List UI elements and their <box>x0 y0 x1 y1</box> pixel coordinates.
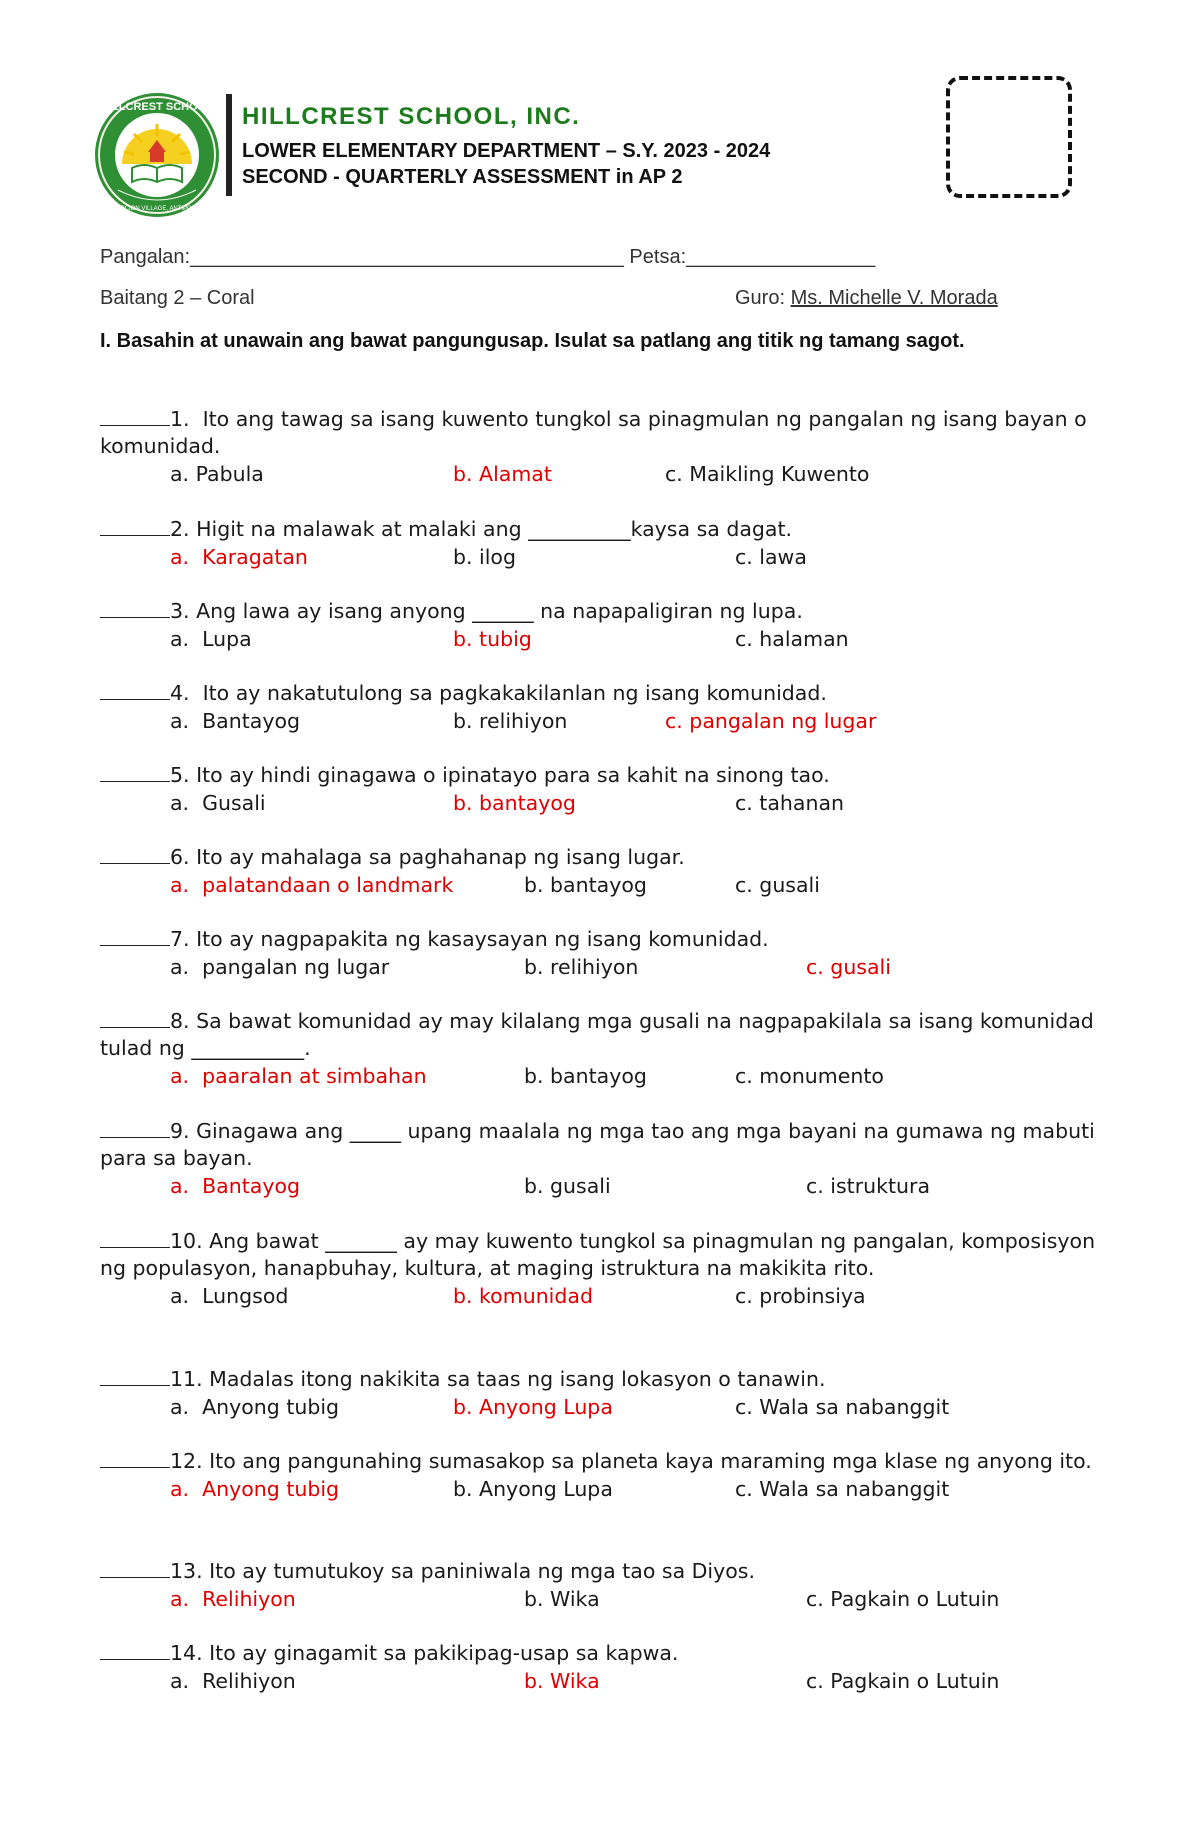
choice-b: b. Anyong Lupa <box>453 1395 613 1419</box>
question-text-block <box>100 926 1100 953</box>
question-number: 4. <box>170 681 190 705</box>
choice-a: a. pangalan ng lugar <box>170 955 390 979</box>
answer-blank[interactable] <box>100 1559 170 1578</box>
question-item <box>100 926 1100 981</box>
question-text: Ito ang tawag sa isang kuwento tungkol sa pinagmulan ng pangalan ng isang bayan o komunidad. <box>100 407 1094 458</box>
answer-blank[interactable] <box>100 599 170 618</box>
choice-c: c. Wala sa nabanggit <box>735 1477 950 1501</box>
question-text: Ito ay tumutukoy sa paniniwala ng mga tao sa Diyos. <box>202 1559 755 1583</box>
school-name: HILLCREST SCHOOL, INC. <box>242 103 581 130</box>
question-item <box>100 1228 1100 1310</box>
question-item <box>100 1118 1100 1200</box>
choice-c: c. istruktura <box>806 1174 931 1198</box>
teacher-name: Ms. Michelle V. Morada <box>790 287 998 309</box>
name-date-line: Pangalan:_______________________________________ Petsa:_________________ <box>100 246 876 268</box>
choice-c: c. Maikling Kuwento <box>665 462 870 486</box>
choices-row <box>100 1475 1100 1503</box>
choices-row <box>100 1667 1100 1695</box>
choices-row <box>100 1062 1100 1090</box>
question-item <box>100 844 1100 899</box>
choice-b: b. bantayog <box>453 791 576 815</box>
logo-subtext: CONCEPCION VILLAGE, ANTIPOLO CITY <box>98 206 216 212</box>
question-item <box>100 1558 1100 1613</box>
question-item <box>100 598 1100 653</box>
choices-row <box>100 707 1100 735</box>
answer-blank[interactable] <box>100 1367 170 1386</box>
choice-b: b. Wika <box>524 1669 600 1693</box>
choice-c: c. Pagkain o Lutuin <box>806 1669 1000 1693</box>
choice-b: b. komunidad <box>453 1284 593 1308</box>
choice-c: c. lawa <box>735 545 807 569</box>
answer-blank[interactable] <box>100 1009 170 1028</box>
choice-b: b. ilog <box>453 545 516 569</box>
choices-row <box>100 953 1100 981</box>
question-number: 2. <box>170 517 190 541</box>
question-text-block <box>100 1448 1100 1475</box>
question-number: 12. <box>170 1449 203 1473</box>
question-text: Ito ang pangunahing sumasakop sa planeta kaya maraming mga klase ng anyong ito. <box>202 1449 1092 1473</box>
header-divider <box>226 94 232 196</box>
question-number: 6. <box>170 845 190 869</box>
question-item <box>100 1008 1100 1090</box>
choice-b: b. tubig <box>453 627 532 651</box>
choices-row <box>100 1585 1100 1613</box>
question-text-block <box>100 762 1100 789</box>
question-text: Ito ay nakatutulong sa pagkakakilanlan ng isang komunidad. <box>189 681 827 705</box>
question-text-block <box>100 406 1100 460</box>
question-text: Ito ay nagpapakita ng kasaysayan ng isang komunidad. <box>189 927 769 951</box>
choices-row <box>100 1172 1100 1200</box>
question-text: Ang lawa ay isang anyong ______ na napapaligiran ng lupa. <box>189 599 803 623</box>
question-text-block <box>100 1366 1100 1393</box>
choices-row <box>100 625 1100 653</box>
choice-a: a. Pabula <box>170 462 264 486</box>
school-logo <box>92 90 222 220</box>
teacher-label: Guro: <box>735 287 791 309</box>
question-text-block <box>100 1640 1100 1667</box>
question-item <box>100 1448 1100 1503</box>
question-number: 10. <box>170 1229 203 1253</box>
choice-a: a. Bantayog <box>170 1174 301 1198</box>
question-text: Madalas itong nakikita sa taas ng isang lokasyon o tanawin. <box>202 1367 826 1391</box>
choice-c: c. Pagkain o Lutuin <box>806 1587 1000 1611</box>
choices-row <box>100 1393 1100 1421</box>
logo-text: HILLCREST SCHOOL <box>101 101 213 113</box>
question-text-block <box>100 1228 1100 1282</box>
question-number: 3. <box>170 599 190 623</box>
choice-c: c. Wala sa nabanggit <box>735 1395 950 1419</box>
choice-b: b. bantayog <box>524 873 647 897</box>
answer-blank[interactable] <box>100 763 170 782</box>
choice-a: a. Anyong tubig <box>170 1395 340 1419</box>
choice-a: a. Anyong tubig <box>170 1477 340 1501</box>
choices-row <box>100 871 1100 899</box>
question-item <box>100 762 1100 817</box>
choice-a: a. Relihiyon <box>170 1587 296 1611</box>
choice-c: c. tahanan <box>735 791 845 815</box>
question-item <box>100 516 1100 571</box>
question-item <box>100 1640 1100 1695</box>
choice-a: a. paaralan at simbahan <box>170 1064 427 1088</box>
answer-blank[interactable] <box>100 517 170 536</box>
answer-blank[interactable] <box>100 407 170 426</box>
choice-b: b. Alamat <box>453 462 552 486</box>
question-number: 14. <box>170 1641 203 1665</box>
instructions: I. Basahin at unawain ang bawat pangungusap. Isulat sa patlang ang titik ng tamang sagot. <box>100 330 965 352</box>
answer-blank[interactable] <box>100 1641 170 1660</box>
question-text: Sa bawat komunidad ay may kilalang mga gusali na nagpapakilala sa isang komunidad tulad ng ___________. <box>100 1009 1101 1060</box>
choice-b: b. bantayog <box>524 1064 647 1088</box>
question-text-block <box>100 1118 1100 1172</box>
question-number: 9. <box>170 1119 190 1143</box>
department-line: LOWER ELEMENTARY DEPARTMENT – S.Y. 2023 - 2024 <box>242 140 771 162</box>
answer-blank[interactable] <box>100 927 170 946</box>
choice-c: c. pangalan ng lugar <box>665 709 877 733</box>
answer-blank[interactable] <box>100 1449 170 1468</box>
question-number: 13. <box>170 1559 203 1583</box>
choices-row <box>100 1282 1100 1310</box>
question-text: Ito ay mahalaga sa paghahanap ng isang lugar. <box>189 845 685 869</box>
answer-blank[interactable] <box>100 845 170 864</box>
question-number: 11. <box>170 1367 203 1391</box>
choice-c: c. gusali <box>735 873 820 897</box>
question-text-block <box>100 1558 1100 1585</box>
question-text-block <box>100 516 1100 543</box>
choice-a: a. Lupa <box>170 627 252 651</box>
question-number: 1. <box>170 407 190 431</box>
grade-section: Baitang 2 – Coral <box>100 287 255 309</box>
choice-b: b. Anyong Lupa <box>453 1477 613 1501</box>
question-text-block <box>100 680 1100 707</box>
question-text: Ito ay ginagamit sa pakikipag-usap sa kapwa. <box>202 1641 679 1665</box>
choice-c: c. halaman <box>735 627 849 651</box>
choice-b: b. Wika <box>524 1587 600 1611</box>
question-item <box>100 680 1100 735</box>
choice-a: a. Bantayog <box>170 709 301 733</box>
question-text: Ito ay hindi ginagawa o ipinatayo para sa kahit na sinong tao. <box>189 763 830 787</box>
choice-b: b. gusali <box>524 1174 611 1198</box>
choice-c: c. probinsiya <box>735 1284 866 1308</box>
score-box <box>946 76 1072 198</box>
choice-a: a. Gusali <box>170 791 266 815</box>
choice-a: a. Karagatan <box>170 545 308 569</box>
choice-b: b. relihiyon <box>524 955 639 979</box>
question-text-block <box>100 844 1100 871</box>
choice-b: b. relihiyon <box>453 709 568 733</box>
question-text-block <box>100 598 1100 625</box>
question-number: 5. <box>170 763 190 787</box>
question-number: 8. <box>170 1009 190 1033</box>
choice-a: a. Relihiyon <box>170 1669 296 1693</box>
choices-row <box>100 460 1100 488</box>
choices-row <box>100 789 1100 817</box>
answer-blank[interactable] <box>100 681 170 700</box>
choice-a: a. palatandaan o landmark <box>170 873 454 897</box>
question-number: 7. <box>170 927 190 951</box>
teacher-line <box>735 287 998 310</box>
question-text: Ginagawa ang _____ upang maalala ng mga tao ang mga bayani na gumawa ng mabuti para sa bayan. <box>100 1119 1102 1170</box>
question-text-block <box>100 1008 1100 1062</box>
choice-c: c. monumento <box>735 1064 884 1088</box>
question-text: Ang bawat _______ ay may kuwento tungkol sa pinagmulan ng pangalan, komposisyon ng populasyon, hanapbuhay, kultura, at maging istruktura na makikita rito. <box>100 1229 1102 1280</box>
question-item <box>100 406 1100 488</box>
choice-c: c. gusali <box>806 955 891 979</box>
choice-a: a. Lungsod <box>170 1284 289 1308</box>
choices-row <box>100 543 1100 571</box>
answer-blank[interactable] <box>100 1119 170 1138</box>
assessment-title: SECOND - QUARTERLY ASSESSMENT in AP 2 <box>242 166 683 188</box>
answer-blank[interactable] <box>100 1229 170 1248</box>
question-text: Higit na malawak at malaki ang __________kaysa sa dagat. <box>189 517 793 541</box>
question-item <box>100 1366 1100 1421</box>
